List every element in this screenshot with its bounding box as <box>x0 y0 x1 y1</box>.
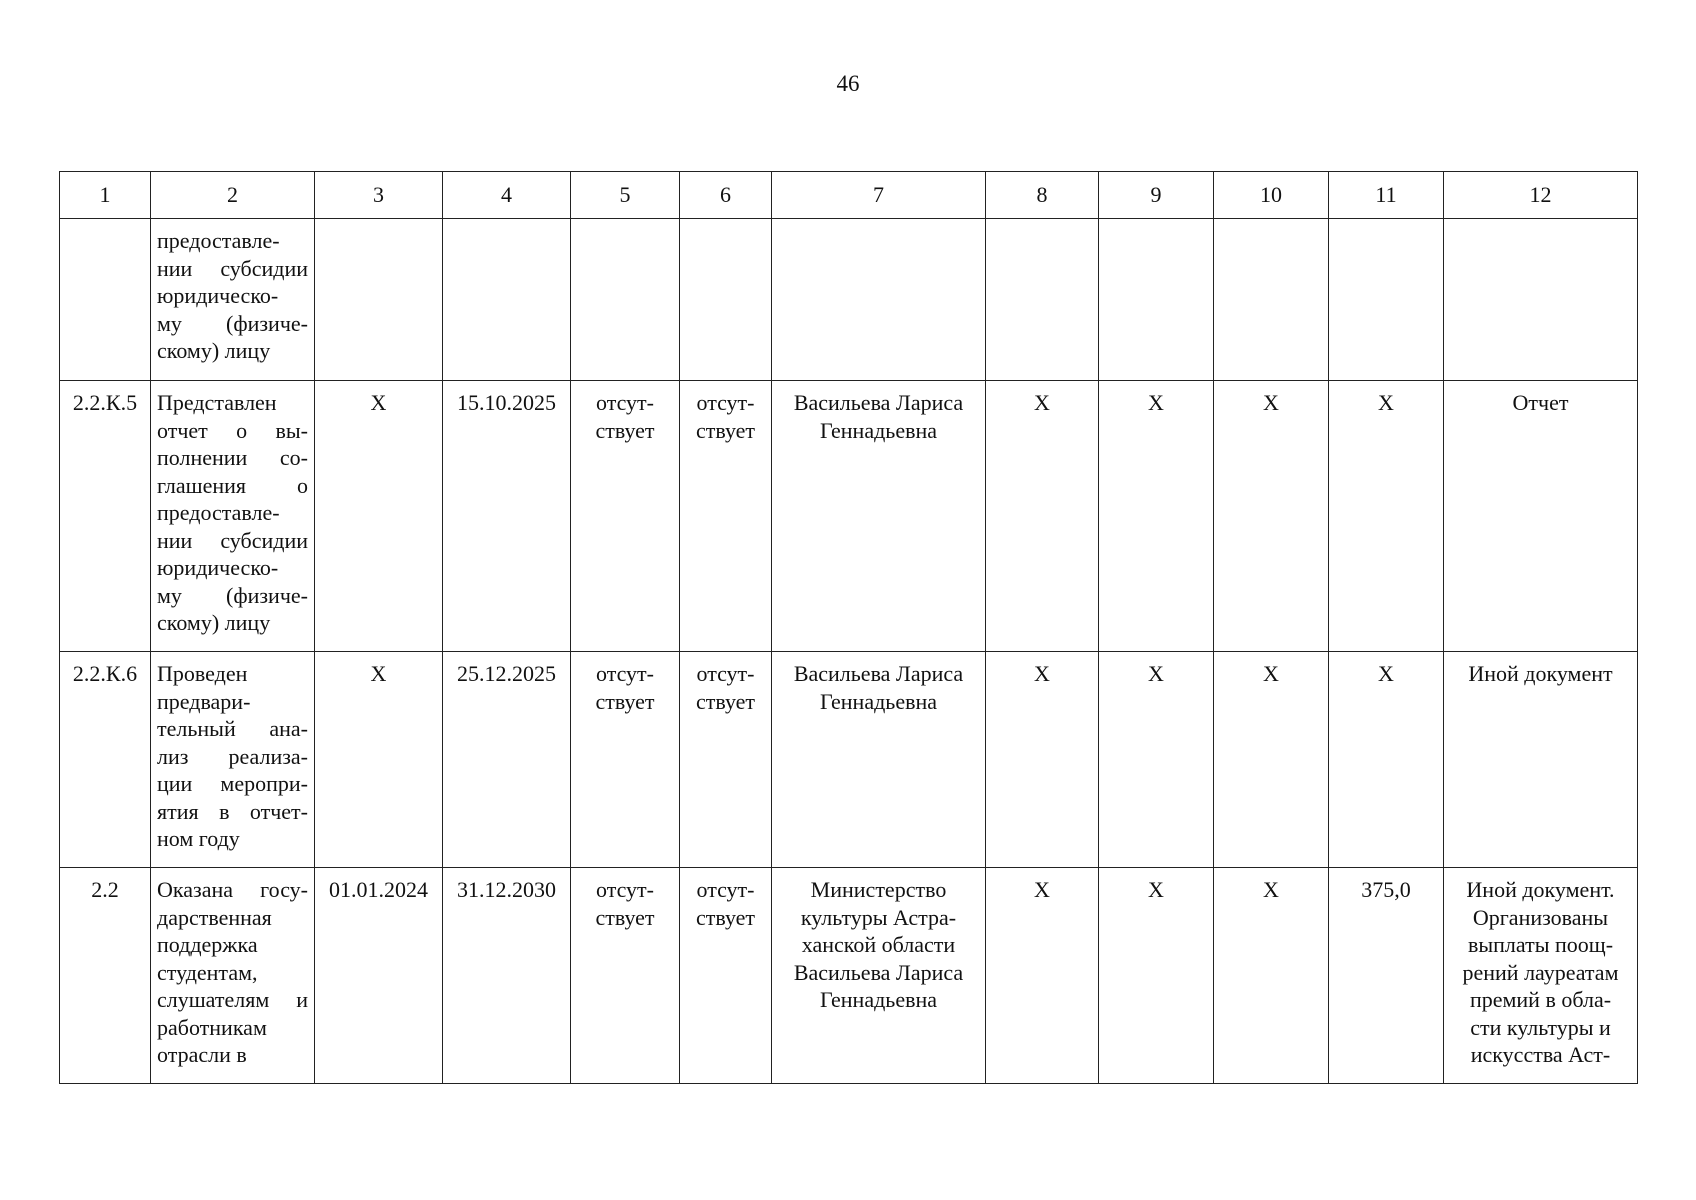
col8-cell <box>986 219 1099 381</box>
cell-line: отсут- <box>696 390 755 415</box>
start-date-cell: 01.01.2024 <box>315 868 443 1084</box>
cell-line: ятия в отчет- <box>157 798 308 824</box>
header-cell: 2 <box>151 172 315 219</box>
cell-line: отсут- <box>595 661 654 686</box>
cell-line: выплаты поощ- <box>1467 932 1614 957</box>
cell-line: глашения о <box>157 472 308 498</box>
document-table <box>59 171 1638 1084</box>
cell-line: Васильева Лариса <box>793 390 964 415</box>
document-type-cell <box>1444 868 1638 1084</box>
row-number-cell <box>60 219 151 381</box>
cell-line: ствует <box>695 417 756 443</box>
cell-line: отрасли в <box>157 1042 247 1067</box>
col11-cell <box>1329 219 1444 381</box>
table-row <box>60 868 1638 1084</box>
cell-line: отсут- <box>696 661 755 686</box>
cell-line: нии субсидии <box>157 527 308 553</box>
cell-line: студентам, <box>157 959 258 985</box>
cell-line: Оказана госу- <box>157 877 308 902</box>
cell-line: Представлен <box>157 390 277 415</box>
cell-line: юридическо- <box>157 283 279 308</box>
cell-line: предоставле- <box>157 500 280 525</box>
page-number: 46 <box>836 71 860 96</box>
col10-cell: X <box>1214 652 1329 868</box>
col10-cell: X <box>1214 868 1329 1084</box>
cell-line: скому) лицу <box>157 610 271 635</box>
cell-line: Проведен <box>157 661 248 686</box>
cell-line: предоставле- <box>157 228 280 253</box>
cell-line: культуры Астра- <box>800 904 957 930</box>
col5-cell <box>571 219 680 381</box>
row-number-cell: 2.2 <box>60 868 151 1084</box>
col5-cell <box>571 868 680 1084</box>
end-date-cell: 25.12.2025 <box>443 652 571 868</box>
cell-line: Васильева Лариса <box>793 661 964 686</box>
cell-line: ханской области <box>801 932 956 957</box>
table-header-row <box>60 172 1638 219</box>
result-description-cell <box>151 652 315 868</box>
cell-line: сти культуры и <box>1470 1014 1611 1040</box>
table-row <box>60 219 1638 381</box>
col6-cell <box>680 219 772 381</box>
responsible-cell <box>772 868 986 1084</box>
cell-line: ствует <box>595 688 655 714</box>
cell-line: Иной документ. <box>1466 877 1615 902</box>
cell-line: ствует <box>695 904 756 930</box>
col11-cell: 375,0 <box>1329 868 1444 1084</box>
cell-line: ном году <box>157 826 240 851</box>
cell-line: юридическо- <box>157 555 279 580</box>
cell-line: Геннадьевна <box>819 688 938 714</box>
col5-cell <box>571 381 680 652</box>
col6-cell <box>680 652 772 868</box>
cell-line: Геннадьевна <box>819 417 938 443</box>
cell-line: искусства Аст- <box>1470 1042 1611 1067</box>
header-cell: 1 <box>60 172 151 219</box>
cell-line: рений лауреатам <box>1462 959 1619 985</box>
cell-line: му (физиче- <box>157 310 308 336</box>
header-cell: 8 <box>986 172 1099 219</box>
document-type-cell <box>1444 219 1638 381</box>
row-number-cell: 2.2.К.6 <box>60 652 151 868</box>
responsible-cell <box>772 219 986 381</box>
header-cell: 7 <box>772 172 986 219</box>
cell-line: ствует <box>595 904 655 930</box>
cell-line: ствует <box>695 688 756 714</box>
cell-line: ствует <box>595 417 655 443</box>
cell-line: поддержка <box>157 932 258 957</box>
col6-cell <box>680 868 772 1084</box>
cell-line: Иной документ <box>1468 661 1613 686</box>
header-cell: 12 <box>1444 172 1638 219</box>
col8-cell: X <box>986 381 1099 652</box>
header-cell: 6 <box>680 172 772 219</box>
header-cell: 9 <box>1099 172 1214 219</box>
col5-cell <box>571 652 680 868</box>
cell-line: премий в обла- <box>1469 987 1612 1012</box>
col11-cell: X <box>1329 652 1444 868</box>
document-type-cell <box>1444 381 1638 652</box>
cell-line: Министерство <box>810 877 947 902</box>
document-type-cell <box>1444 652 1638 868</box>
header-cell: 4 <box>443 172 571 219</box>
col8-cell: X <box>986 652 1099 868</box>
start-date-cell <box>315 219 443 381</box>
cell-line: полнении со- <box>157 445 308 470</box>
col9-cell: X <box>1099 652 1214 868</box>
col11-cell: X <box>1329 381 1444 652</box>
cell-line: нии субсидии <box>157 255 308 281</box>
cell-line: отсут- <box>595 877 654 902</box>
cell-line: му (физиче- <box>157 582 308 608</box>
cell-line: тельный ана- <box>157 716 308 741</box>
start-date-cell: X <box>315 381 443 652</box>
col8-cell: X <box>986 868 1099 1084</box>
cell-line: ции меропри- <box>157 771 308 796</box>
result-description-cell <box>151 381 315 652</box>
row-number-cell: 2.2.К.5 <box>60 381 151 652</box>
header-cell: 11 <box>1329 172 1444 219</box>
cell-line: предвари- <box>157 688 251 714</box>
col10-cell <box>1214 219 1329 381</box>
cell-line: Организованы <box>1472 904 1609 930</box>
col9-cell: X <box>1099 868 1214 1084</box>
col6-cell <box>680 381 772 652</box>
header-cell: 5 <box>571 172 680 219</box>
cell-line: Отчет <box>1512 390 1569 415</box>
start-date-cell: X <box>315 652 443 868</box>
cell-line: Геннадьевна <box>819 987 938 1012</box>
col9-cell <box>1099 219 1214 381</box>
cell-line: отчет о вы- <box>157 417 308 443</box>
header-cell: 3 <box>315 172 443 219</box>
cell-line: отсут- <box>595 390 654 415</box>
cell-line: скому) лицу <box>157 338 271 363</box>
table-row <box>60 381 1638 652</box>
cell-line: дарственная <box>157 904 272 930</box>
end-date-cell: 31.12.2030 <box>443 868 571 1084</box>
result-description-cell <box>151 219 315 381</box>
cell-line: слушателям и <box>157 987 308 1012</box>
header-cell: 10 <box>1214 172 1329 219</box>
responsible-cell <box>772 381 986 652</box>
responsible-cell <box>772 652 986 868</box>
col10-cell: X <box>1214 381 1329 652</box>
table-row <box>60 652 1638 868</box>
end-date-cell <box>443 219 571 381</box>
cell-line: отсут- <box>696 877 755 902</box>
cell-line: работникам <box>157 1014 267 1040</box>
end-date-cell: 15.10.2025 <box>443 381 571 652</box>
result-description-cell <box>151 868 315 1084</box>
cell-line: лиз реализа- <box>157 743 308 769</box>
col9-cell: X <box>1099 381 1214 652</box>
cell-line: Васильева Лариса <box>793 959 964 985</box>
